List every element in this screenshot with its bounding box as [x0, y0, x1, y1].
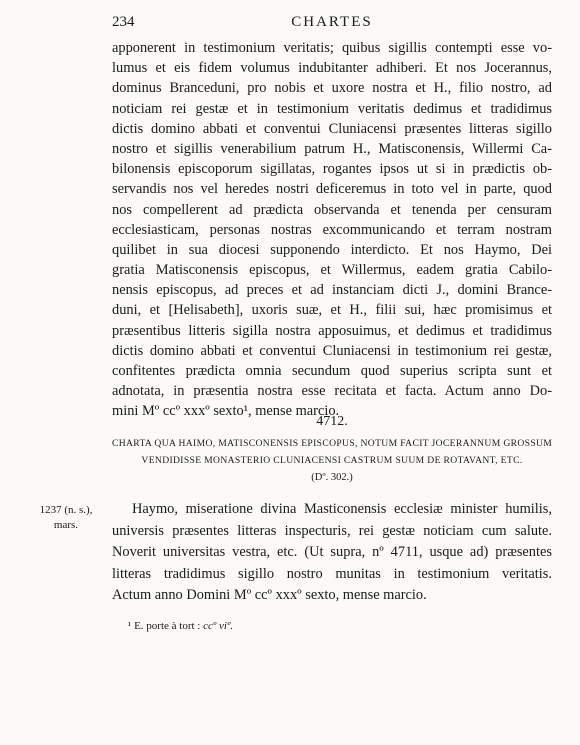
text-line: Haymo, miseratione divina Masticonensis ecclesiæ minister humilis, [132, 501, 552, 517]
page-number: 234 [112, 14, 135, 30]
text-line: Noverit universitas vestra, etc. (Ut supra, nº 4711, usque ad) præsentes [112, 544, 552, 560]
text-line: lumus et eis fidem volumus indubitanter adhiberi. Et nos Jocerannus, [112, 60, 552, 77]
text-line: duni, et [Helisabeth], uxoris suæ, et H., filii sui, hæc promisimus et [112, 302, 552, 319]
text-line: dominus Branceduni, pro nobis et uxore nostra et H., filio nostro, ad [112, 80, 552, 97]
charter-text [112, 499, 552, 607]
margin-date: 1237 (n. s.), [39, 504, 93, 516]
text-line: Actum anno Domini Mº ccº xxxº sexto, mense marcio. [112, 587, 427, 603]
text-line: noticiam rei gestæ et in testimonium veritatis dedimus et tradidimus [112, 100, 552, 117]
text-line: confitentes prædicta omnia secundum quod superius scripta sunt et [112, 363, 552, 379]
text-line: nos compellerent ad prædicta observanda et tenenda per censuram [112, 201, 552, 218]
page-header [112, 14, 552, 34]
footnote-text: E. porte à tort : [134, 620, 201, 632]
footnote-reading: ccº viº. [203, 620, 234, 632]
footnote [128, 620, 233, 632]
margin-date-note [26, 503, 106, 533]
previous-charter-text [112, 38, 552, 422]
source-reference: (Dº. 302.) [311, 472, 353, 483]
text-line: gratia Matisconensis episcopus, et Willermus, eadem gratia Cabilo- [112, 262, 552, 279]
text-line: quilibet in sua diocesi supponendo interdicto. Et nos Haymo, Dei [112, 241, 552, 258]
running-title: CHARTES [291, 14, 373, 30]
text-line: universis præsentes litteras inspecturis, rei gestæ noticiam cum salute. [112, 522, 552, 539]
text-line: nensis episcopus, ad preces et ad instanciam dicti J., domini Brance- [112, 282, 552, 299]
text-line: apponerent in testimonium veritatis; quibus sigillis contempti esse vo- [112, 40, 552, 56]
summary-line: VENDIDISSE MONASTERIO CLUNIACENSI CASTRUM SUUM DE ROTAVANT, ETC. [141, 455, 523, 466]
text-line: adnotata, in præsentia nostra esse recitata et facta. Actum anno Do- [112, 383, 552, 400]
text-line: dictis domino abbati et conventui Cluniacensi in testimonium rei gestæ, [112, 342, 552, 359]
text-line: dictis domino abbati et conventui Cluniacensi præsentes litteras sigillo [112, 120, 552, 137]
margin-month: mars. [53, 519, 79, 531]
charter-number: 4712. [316, 414, 348, 429]
summary-line: CHARTA QUA HAIMO, MATISCONENSIS EPISCOPUS, NOTUM FACIT JOCERANNUM GROSSUM [112, 438, 553, 449]
text-line: mini Mº ccº xxxº sexto¹, mense marcio. [112, 403, 340, 420]
text-line: bilonensis episcoporum sigillatas, rogantes ipsos ut si in prædictis ob- [112, 161, 552, 178]
text-line: litteras tradidimus sigillo nostro munitas in testimonium veritatis. [112, 565, 552, 582]
text-line: ecclesiasticam, personas nostras excommunicando et terram nostram [112, 221, 552, 238]
charter-summary [112, 435, 552, 469]
text-line: servandis nos vel heredes nostri deficeremus in toto vel in parte, quod [112, 181, 552, 198]
footnote-marker: ¹ [128, 620, 132, 632]
text-line: præsentibus litteris sigilla nostra apposuimus, et dedimus et tradidimus [112, 322, 552, 339]
text-line: nostro et sigillis venerabilium patrum H., Matisconensis, Willermi Ca- [112, 140, 552, 157]
